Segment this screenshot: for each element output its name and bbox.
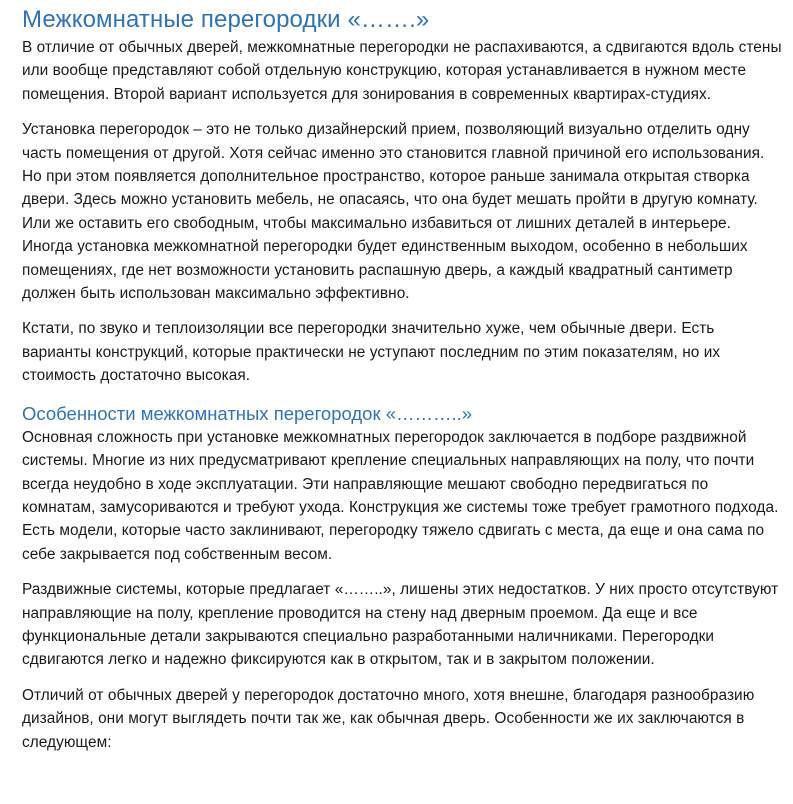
heading-partitions: Межкомнатные перегородки «…….» <box>22 6 430 33</box>
document-body <box>22 4 782 754</box>
heading-partition-features: Особенности межкомнатных перегородок «………..» <box>22 402 473 424</box>
paragraph: Отличий от обычных дверей у перегородок достаточно много, хотя внешне, благодаря разнообразию дизайнов, они могут выглядеть почти так же, как обычная дверь. Особенности же их заключаются в следующем: <box>22 686 755 751</box>
paragraph: В отличие от обычных дверей, межкомнатные перегородки не распахиваются, а сдвигаются вдоль стены или вообще представляют собой отдельную конструкцию, которая устанавливается в нужном месте помещения. Второй вариант используется для зонирования в современных квартирах-студиях. <box>22 39 782 103</box>
paragraph: Кстати, по звуко и теплоизоляции все перегородки значительно хуже, чем обычные двери. Есть варианты конструкций, которые практически не уступают последним по этим показателям, но их стоимость достаточно высокая. <box>22 320 721 385</box>
paragraph: Основная сложность при установке межкомнатных перегородок заключается в подборе раздвижной системы. Многие из них предусматривают крепление специальных направляющих на полу, что почти всегда неудобно в ходе эксплуатации. Эти направляющие мешают свободно передвигаться по комнатам, замусориваются и требуют ухода. Конструкция же системы тоже требует грамотного подхода. Есть модели, которые часто заклинивают, перегородку тяжело сдвигать с места, да еще и она сама по себе закрывается под собственным весом. <box>22 428 779 563</box>
paragraph: Раздвижные системы, которые предлагает «……..», лишены этих недостатков. У них просто отсутствуют направляющие на полу, крепление проводится на стену над дверным проемом. Да еще и все функциональные детали закрываются специально разработанными наличниками. Перегородки сдвигаются легко и надежно фиксируются как в открытом, так и в закрытом положении. <box>22 581 779 669</box>
paragraph: Установка перегородок – это не только дизайнерский прием, позволяющий визуально отделить одну часть помещения от другой. Хотя сейчас именно это становится главной причиной его использования. Но при этом появляется дополнительное пространство, которое раньше занимала открытая створка двери. Здесь можно установить мебель, не опасаясь, что она будет мешать пройти в другую комнату. Или же оставить его свободным, чтобы максимально избавиться от лишних деталей в интерьере. Иногда установка межкомнатной перегородки будет единственным выходом, особенно в небольших помещениях, где нет возможности установить распашную дверь, а каждый квадратный сантиметр должен быть использован максимально эффективно. <box>22 121 765 303</box>
